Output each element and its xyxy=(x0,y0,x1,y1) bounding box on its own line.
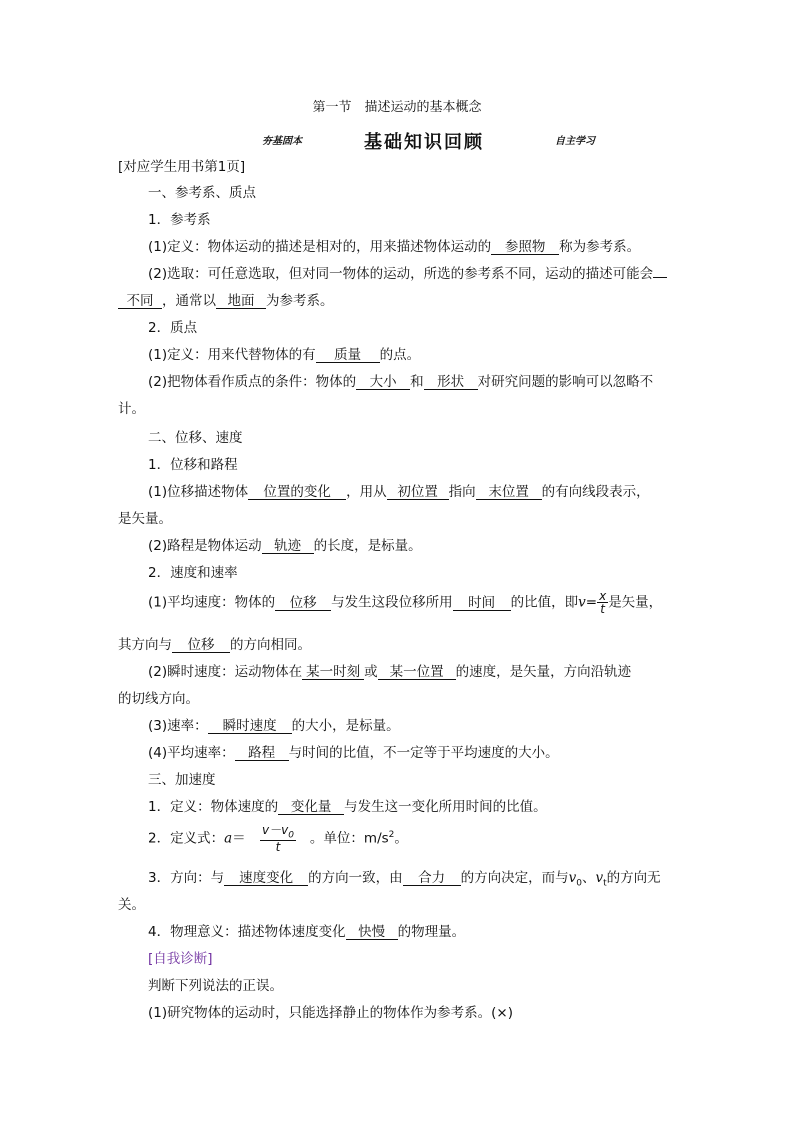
subheading-reference-frame: 1．参考系 xyxy=(148,212,211,228)
variable-a: a xyxy=(224,830,233,847)
blank-answer: 时间 xyxy=(453,596,511,611)
instantaneous-velocity-cont: 的切线方向。 xyxy=(118,691,199,707)
banner-right-label: 自主学习 xyxy=(555,136,595,147)
reference-frame-definition: (1)定义：物体运动的描述是相对的，用来描述物体运动的 参照物 称为参考系。 xyxy=(148,239,641,255)
particle-condition: (2)把物体看作质点的条件：物体的 大小 和 形状 对研究问题的影响可以忽略不 xyxy=(148,374,654,390)
acceleration-formula: 2．定义式：a＝ $\frac{v-v_0}{t}$ 。单位：$m/s^2$。 xyxy=(148,823,408,855)
displacement-description: (1)位移描述物体 位置的变化 ，用从 初位置 指向 末位置 的有向线段表示， xyxy=(148,484,650,500)
section-heading-2: 二、位移、速度 xyxy=(148,430,243,446)
self-diagnosis-heading: [自我诊断] xyxy=(148,951,213,967)
blank-answer: 参照物 xyxy=(491,240,559,255)
blank-answer: 某一时刻 xyxy=(302,665,364,680)
fraction-delta-v-over-t: $\frac{v-v_0}{t}$ xyxy=(261,823,294,855)
particle-condition-cont: 计。 xyxy=(118,401,145,417)
section-heading-1: 一、参考系、质点 xyxy=(148,185,256,201)
blank-answer: 形状 xyxy=(424,375,478,390)
reference-frame-selection-cont: 不同 ，通常以 地面 为参考系。 xyxy=(118,289,334,309)
blank-answer: 末位置 xyxy=(476,485,542,500)
blank-answer: 初位置 xyxy=(387,485,449,500)
self-diagnosis-intro: 判断下列说法的正误。 xyxy=(148,978,283,994)
chapter-title: 第一节 描述运动的基本概念 xyxy=(312,100,482,115)
acceleration-meaning: 4．物理意义：描述物体速度变化 快慢 的物理量。 xyxy=(148,924,466,940)
instantaneous-velocity: (2)瞬时速度：运动物体在 某一时刻 或 某一位置 的速度，是矢量，方向沿轨迹 xyxy=(148,664,632,680)
particle-definition: (1)定义：用来代替物体的有 质量 的点。 xyxy=(148,347,421,363)
blank-answer: 不同 xyxy=(118,294,162,309)
blank-answer: 快慢 xyxy=(346,925,398,940)
average-velocity: (1)平均速度：物体的 位移 与发生这段位移所用 时间 的比值，即v= $\frac{x}{t}$ 是矢量， xyxy=(148,589,663,616)
variable-v: v xyxy=(578,594,586,611)
banner-left-label: 夯基固本 xyxy=(262,136,302,147)
blank-answer: 某一位置 xyxy=(378,665,456,680)
blank-answer: 瞬时速度 xyxy=(208,719,292,734)
path-length-description: (2)路程是物体运动 轨迹 的长度，是标量。 xyxy=(148,538,422,554)
blank-answer: 大小 xyxy=(356,375,410,390)
average-speed-definition: (4)平均速率： 路程 与时间的比值，不一定等于平均速度的大小。 xyxy=(148,745,559,761)
textbook-reference: [对应学生用书第1页] xyxy=(118,159,246,175)
blank-answer: 质量 xyxy=(316,348,380,363)
average-velocity-cont: 其方向与 位移 的方向相同。 xyxy=(118,637,311,653)
subheading-particle: 2．质点 xyxy=(148,320,198,336)
subheading-velocity: 2．速度和速率 xyxy=(148,565,238,581)
self-diagnosis-question-1: (1)研究物体的运动时，只能选择静止的物体作为参考系。(×) xyxy=(148,1005,513,1021)
reference-frame-selection: (2)选取：可任意选取，但对同一物体的运动，所选的参考系不同，运动的描述可能会 xyxy=(148,262,667,282)
blank-answer: 位移 xyxy=(275,596,331,611)
fraction-x-over-t: $\frac{x}{t}$ xyxy=(599,589,607,616)
blank-answer: 路程 xyxy=(235,746,289,761)
blank-answer: 轨迹 xyxy=(262,539,314,554)
blank-answer: 合力 xyxy=(403,871,461,886)
blank-answer: 位置的变化 xyxy=(248,485,346,500)
section-banner xyxy=(0,128,794,153)
blank-answer: 地面 xyxy=(216,294,266,309)
acceleration-direction-cont: 关。 xyxy=(118,897,145,913)
displacement-description-cont: 是矢量。 xyxy=(118,511,172,527)
banner-title: 基础知识回顾 xyxy=(364,132,484,153)
subheading-displacement: 1．位移和路程 xyxy=(148,457,238,473)
blank-answer: 变化量 xyxy=(278,800,344,815)
section-heading-3: 三、加速度 xyxy=(148,772,216,788)
blank-answer: 速度变化 xyxy=(224,871,308,886)
acceleration-direction: 3．方向：与 速度变化 的方向一致，由 合力 的方向决定，而与$v_0$、$v_t$的方向无 xyxy=(148,870,661,889)
speed-definition: (3)速率： 瞬时速度 的大小，是标量。 xyxy=(148,718,400,734)
acceleration-definition: 1．定义：物体速度的 变化量 与发生这一变化所用时间的比值。 xyxy=(148,799,547,815)
blank-answer: 位移 xyxy=(172,638,230,653)
